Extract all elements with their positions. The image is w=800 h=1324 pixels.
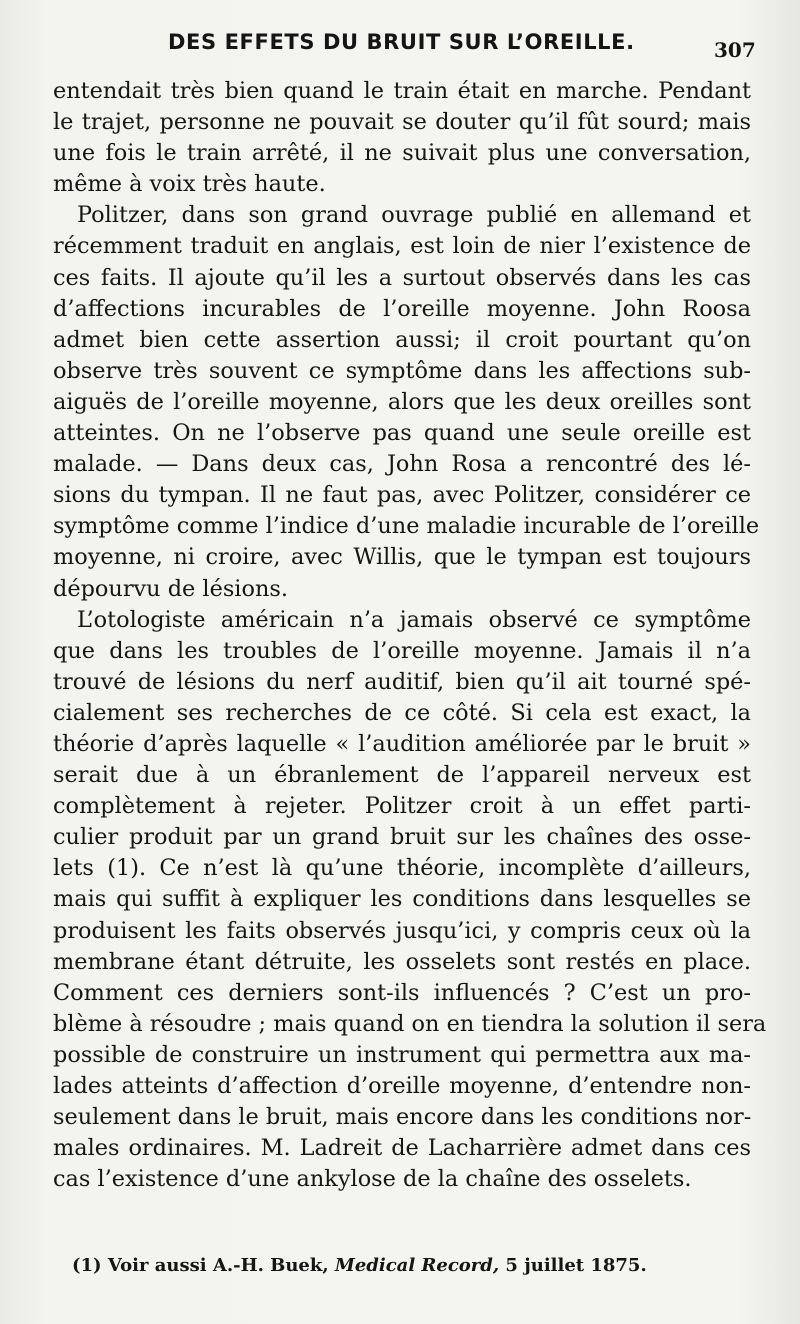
text-line	[53, 1133, 751, 1164]
text-line	[53, 107, 751, 138]
text-line-content: atteintes. On ne l’observe pas quand une seule oreille est	[53, 420, 751, 447]
text-line-content: admet bien cette assertion aussi; il croit pourtant qu’on	[53, 326, 751, 353]
footnote-date: 5 juillet 1875.	[505, 1255, 647, 1276]
text-line	[53, 356, 751, 387]
text-line	[53, 853, 751, 884]
text-line-content: sions du tympan. Il ne faut pas, avec Politzer, considérer ce	[53, 482, 751, 509]
text-line-content: lets (1). Ce n’est là qu’une théorie, incomplète d’ailleurs,	[53, 855, 751, 882]
text-line	[53, 791, 751, 822]
page-number: 307	[714, 38, 756, 62]
text-line-content: Politzer, dans son grand ouvrage publié en allemand et	[77, 202, 751, 229]
text-line	[53, 231, 751, 262]
text-line	[53, 916, 751, 947]
text-line	[53, 325, 751, 356]
text-line-content: serait due à un ébranlement de l’appareil nerveux est	[53, 762, 751, 789]
text-line	[53, 449, 751, 480]
text-line	[53, 542, 751, 573]
text-line	[53, 822, 751, 853]
text-line-content: lades atteints d’affection d’oreille moyenne, d’entendre non-	[53, 1073, 751, 1099]
running-head-title: DES EFFETS DU BRUIT SUR L’OREILLE.	[168, 30, 635, 54]
text-line	[53, 1071, 751, 1102]
text-line-content: trouvé de lésions du nerf auditif, bien qu’il ait tourné spé-	[53, 668, 751, 695]
text-line-content: seulement dans le bruit, mais encore dans les conditions nor-	[53, 1104, 752, 1131]
footnote-text: Voir aussi A.-H. Buek,	[107, 1255, 329, 1276]
text-line	[53, 511, 760, 542]
text-line-content: entendait très bien quand le train était en marche. Pendant	[53, 78, 751, 104]
body-text	[53, 76, 767, 1195]
text-line-content: observe très souvent ce symptôme dans les affections sub-	[53, 357, 751, 384]
text-line	[53, 667, 751, 698]
text-line-content: même à voix très haute.	[53, 171, 326, 198]
text-line-content: produisent les faits observés jusqu’ici, y compris ceux où la	[53, 917, 751, 944]
text-line	[53, 294, 751, 325]
text-line-content: blème à résoudre ; mais quand on en tiendra la solution il sera	[53, 1010, 767, 1037]
text-line-content: le trajet, personne ne pouvait se douter qu’il fût sourd; mais	[53, 109, 751, 136]
text-line-content: symptôme comme l’indice d’une maladie incurable de l’oreille	[53, 513, 760, 540]
footnote-journal: Medical Record,	[334, 1255, 500, 1276]
text-line-content: cas l’existence d’une ankylose de la chaîne des osselets.	[53, 1166, 692, 1193]
running-head	[0, 26, 800, 66]
text-line	[53, 1164, 751, 1195]
text-line	[53, 729, 751, 760]
text-line	[53, 200, 751, 231]
text-line-content: complètement à rejeter. Politzer croit à un effet parti-	[53, 793, 751, 820]
text-line	[53, 1040, 751, 1071]
text-line	[53, 605, 751, 636]
paragraph	[53, 76, 751, 200]
text-line	[53, 76, 751, 107]
text-line-content: males ordinaires. M. Ladreit de Lacharrière admet dans ces	[53, 1135, 751, 1162]
text-line-content: L’otologiste américain n’a jamais observé ce symptôme	[77, 606, 751, 633]
text-line	[53, 947, 751, 978]
text-line	[53, 387, 751, 418]
text-line	[53, 480, 751, 511]
text-line	[53, 1009, 767, 1040]
text-line	[53, 169, 751, 200]
text-line-content: d’affections incurables de l’oreille moyenne. John Roosa	[53, 295, 751, 322]
text-line-content: récemment traduit en anglais, est loin de nier l’existence de	[53, 233, 751, 260]
text-line-content: possible de construire un instrument qui permettra aux ma-	[53, 1041, 751, 1068]
text-line-content: dépourvu de lésions.	[53, 575, 288, 602]
text-line-content: aiguës de l’oreille moyenne, alors que les deux oreilles sont	[53, 388, 751, 415]
text-line-content: moyenne, ni croire, avec Willis, que le tympan est toujours	[53, 544, 751, 571]
text-line	[53, 884, 751, 915]
text-line	[53, 760, 751, 791]
text-line-content: ces faits. Il ajoute qu’il les a surtout observés dans les cas	[53, 264, 751, 291]
text-line-content: théorie d’après laquelle « l’audition améliorée par le bruit »	[53, 730, 751, 757]
text-line	[53, 698, 751, 729]
text-line-content: cialement ses recherches de ce côté. Si cela est exact, la	[53, 699, 751, 726]
paragraph	[53, 200, 760, 604]
text-line-content: culier produit par un grand bruit sur les chaînes des osse-	[53, 824, 751, 851]
text-line	[53, 263, 751, 294]
text-line-content: une fois le train arrêté, il ne suivait plus une conversation,	[53, 140, 751, 167]
text-line-content: mais qui suffit à expliquer les conditions dans lesquelles se	[53, 886, 751, 913]
text-line	[53, 636, 751, 667]
paragraph	[53, 605, 767, 1196]
text-line-content: que dans les troubles de l’oreille moyenne. Jamais il n’a	[53, 637, 751, 664]
text-line	[53, 418, 751, 449]
text-line-content: malade. — Dans deux cas, John Rosa a rencontré des lé-	[53, 451, 751, 478]
footnote-marker: (1)	[72, 1255, 102, 1276]
text-line	[53, 574, 751, 605]
text-line-content: Comment ces derniers sont-ils influencés ? C’est un pro-	[53, 979, 751, 1006]
text-line	[53, 978, 751, 1009]
text-line-content: membrane étant détruite, les osselets sont restés en place.	[53, 948, 751, 975]
footnote	[72, 1255, 752, 1276]
text-line	[53, 1102, 751, 1133]
text-line	[53, 138, 751, 169]
